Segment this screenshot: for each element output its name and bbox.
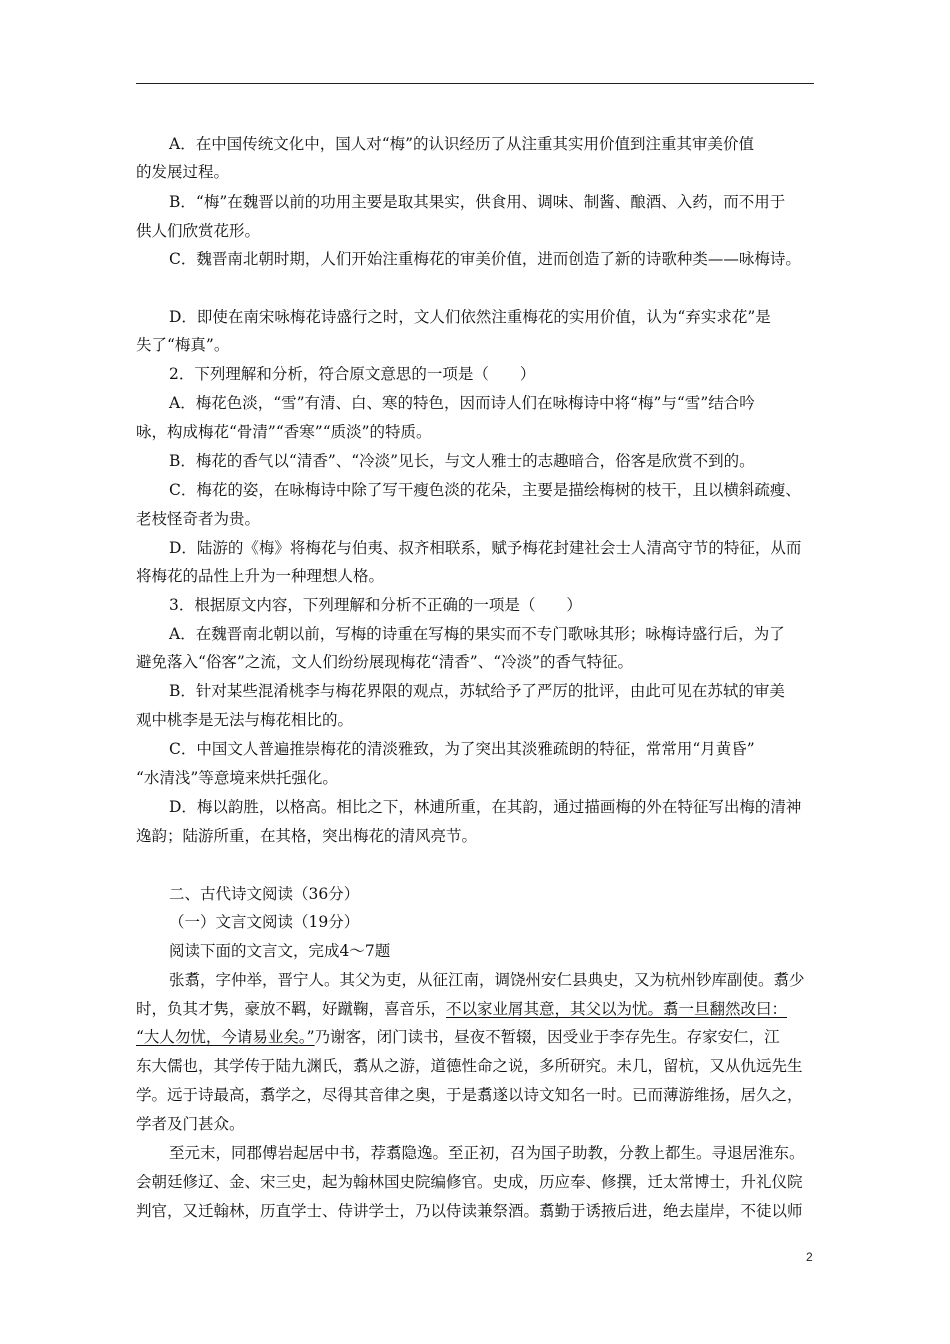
q3-option-b-line2: 观中桃李是无法与梅花相比的。	[136, 711, 354, 729]
q3-option-d-line1: D．梅以韵胜，以格高。相比之下，林逋所重，在其韵，通过描画梅的外在特征写出梅的清神	[169, 798, 802, 816]
passage-p1-line5: 学。远于诗最高，翥学之，尽得其音律之奥，于是翥遂以诗文知名一时。已而薄游维扬，居久之，	[136, 1086, 803, 1104]
reading-instruction: 阅读下面的文言文，完成4～7题	[169, 942, 391, 960]
passage-p2-line1: 至元末，同郡傅岩起居中书，荐翥隐逸。至正初，召为国子助教，分教上都生。寻退居淮东。	[169, 1144, 805, 1162]
q1-option-b-line2: 供人们欣赏花形。	[136, 222, 261, 240]
underlined-sentence: “大人勿忧，今请易业矣。”	[136, 1028, 315, 1046]
passage-p1-line6: 学者及门甚众。	[136, 1115, 245, 1133]
passage-p1-line4: 东大儒也，其学传于陆九渊氏，翥从之游，道德性命之说，多所研究。未几，留杭，又从仇远先生	[136, 1057, 803, 1075]
q3-option-a-line2: 避免落入“俗客”之流，文人们纷纷展现梅花“清香”、“冷淡”的香气特征。	[136, 653, 634, 671]
passage-p1-line2	[136, 999, 787, 1019]
passage-text: 时，负其才隽，豪放不羁，好蹴鞠，喜音乐，	[136, 1000, 447, 1018]
q2-option-a-line1: A．梅花色淡，“雪”有清、白、寒的特色，因而诗人们在咏梅诗中将“梅”与“雪”结合吟	[169, 394, 755, 412]
underlined-sentence: 不以家业屑其意，其父以为忧。翥一旦翻然改曰：	[446, 1000, 788, 1018]
q3-option-a-line1: A．在魏晋南北朝以前，写梅的诗重在写梅的果实而不专门歌咏其形；咏梅诗盛行后，为了	[169, 625, 785, 643]
q2-option-c-line1: C．梅花的姿，在咏梅诗中除了写干瘦色淡的花朵，主要是描绘梅树的枝干，且以横斜疏瘦、	[169, 481, 801, 499]
q1-option-d-line1: D．即使在南宋咏梅花诗盛行之时，文人们依然注重梅花的实用价值，认为“弃实求花”是	[169, 308, 771, 326]
header-rule	[136, 83, 814, 84]
q3-option-b-line1: B．针对某些混淆桃李与梅花界限的观点，苏轼给予了严厉的批评，由此可见在苏轼的审美	[169, 682, 785, 700]
q2-option-c-line2: 老枝怪奇者为贵。	[136, 510, 261, 528]
q2-option-d-line1: D．陆游的《梅》将梅花与伯夷、叔齐相联系，赋予梅花封建社会士人清高守节的特征，从而	[169, 539, 802, 557]
q3-stem: 3．根据原文内容，下列理解和分析不正确的一项是（ ）	[169, 596, 582, 614]
q3-option-c-line1: C．中国文人普遍推崇梅花的清淡雅致，为了突出其淡雅疏朗的特征，常常用“月黄昏”	[169, 740, 755, 758]
passage-p1-line3	[136, 1027, 780, 1047]
passage-p1-line1: 张翥，字仲举，晋宁人。其父为吏，从征江南，调饶州安仁县典史，又为杭州钞库副使。翥少	[169, 971, 805, 989]
section-heading: 二、古代诗文阅读（36分）	[169, 885, 360, 903]
q3-option-c-line2: “水清浅”等意境来烘托强化。	[136, 769, 338, 787]
page-number: 2	[806, 1250, 813, 1264]
q1-option-a-line2: 的发展过程。	[136, 163, 230, 181]
q1-option-c: C．魏晋南北朝时期，人们开始注重梅花的审美价值，进而创造了新的诗歌种类——咏梅诗。	[169, 250, 801, 268]
q2-stem: 2．下列理解和分析，符合原文意思的一项是（ ）	[169, 365, 536, 383]
passage-text: 乃谢客，闭门读书，昼夜不暂辍，因受业于李存先生。存家安仁，江	[314, 1028, 780, 1046]
subsection-heading: （一）文言文阅读（19分）	[169, 913, 360, 931]
q2-option-d-line2: 将梅花的品性上升为一种理想人格。	[136, 567, 385, 585]
q1-option-b-line1: B．“梅”在魏晋以前的功用主要是取其果实，供食用、调味、制酱、酿酒、入药，而不用于	[169, 193, 786, 211]
q1-option-d-line2: 失了“梅真”。	[136, 336, 230, 354]
q2-option-a-line2: 咏，构成梅花“骨清”“香寒”“质淡”的特质。	[136, 423, 432, 441]
passage-p2-line3: 判官，又迁翰林，历直学士、侍讲学士，乃以侍读兼祭酒。翥勤于诱掖后进，绝去崖岸，不徒以师	[136, 1202, 803, 1220]
q1-option-a-line1: A．在中国传统文化中，国人对“梅”的认识经历了从注重其实用价值到注重其审美价值	[169, 135, 755, 153]
q3-option-d-line2: 逸韵；陆游所重，在其格，突出梅花的清风亮节。	[136, 827, 478, 845]
q2-option-b: B．梅花的香气以“清香”、“冷淡”见长，与文人雅士的志趣暗合，俗客是欣赏不到的。	[169, 452, 755, 470]
passage-p2-line2: 会朝廷修辽、金、宋三史，起为翰林国史院编修官。史成，历应奉、修撰，迁太常博士，升礼仪院	[136, 1173, 803, 1191]
